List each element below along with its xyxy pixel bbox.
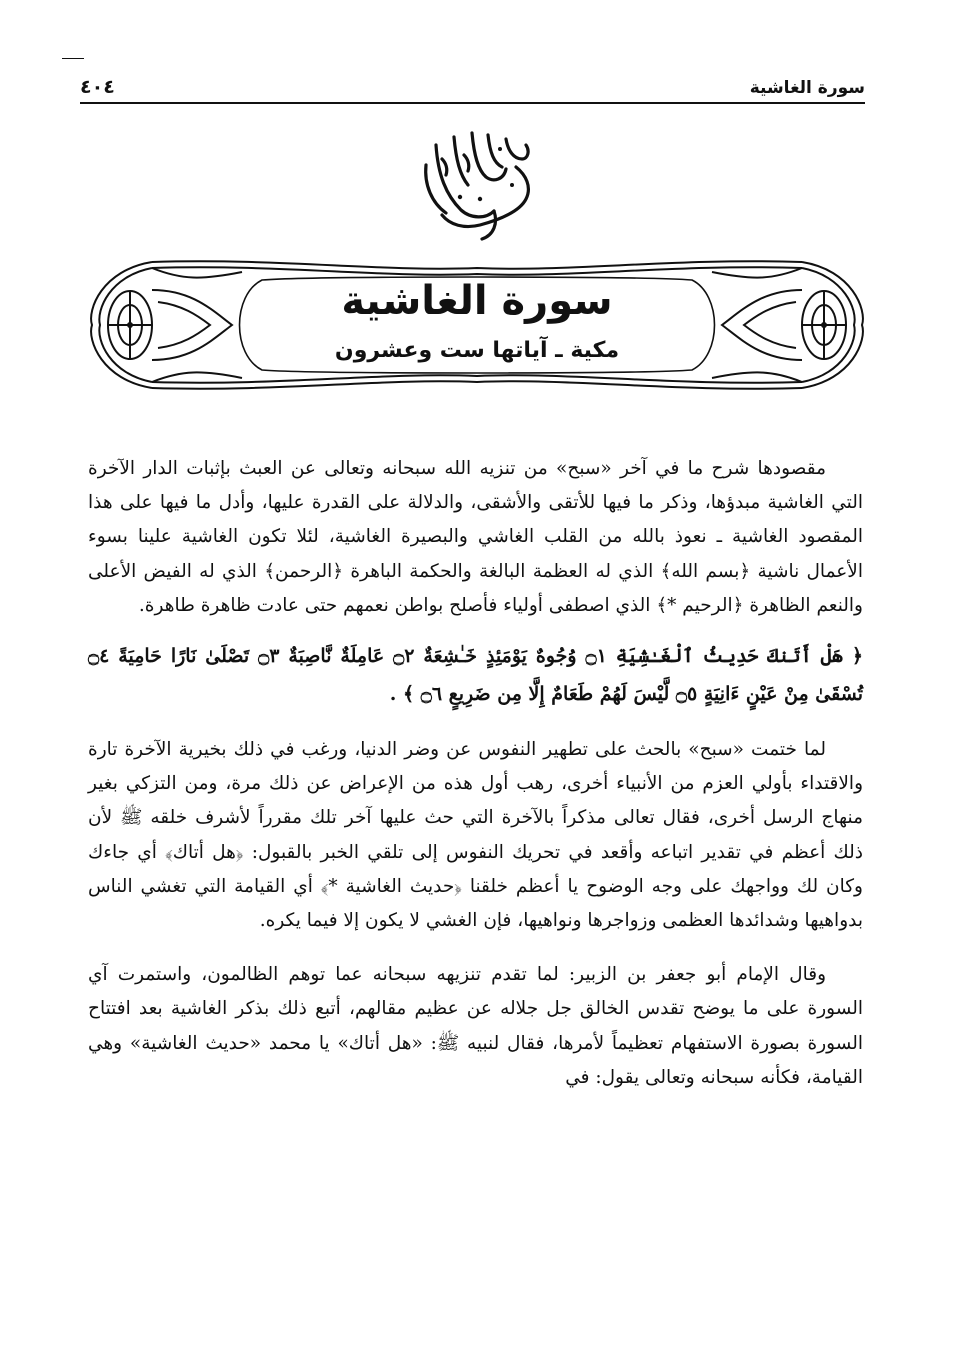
page-number: ٤٠٤ (80, 76, 115, 98)
running-title: سورة الغاشية (749, 78, 865, 98)
surah-banner-text (82, 270, 872, 370)
quran-verses: ﴿ هَلْ أَتَنكَ حَدِيثُ ٱلْغَـٰشِيَةِ ۝١ وُجُوهٌ يَوْمَئِذٍ خَـٰشِعَةٌ ۝٢ عَامِلَةٌ نَّاصِبَةٌ ۝٣ تَصْلَىٰ نَارًا حَامِيَةً ۝٤ تُسْقَىٰ مِنْ عَيْنٍ ءَانِيَةٍ ۝٥ لَّيْسَ لَهُمْ طَعَامٌ إِلَّا مِن ضَرِيعٍ ۝٦ ﴾ . (88, 645, 863, 706)
intro-paragraph: مقصودها شرح ما في آخر «سبح» من تنزيه الله سبحانه وتعالى عن العبث بإثبات الدار الآخرة التي الغاشية مبدؤها، وذكر ما فيها للأتقى والأشقى، والدلالة على القدرة عليها، وأدل ما فيها على هذا المقصود الغاشية ـ نعوذ بالله من القلب الغاشي والبصيرة الغاشية، لئلا تكون الغاشية علينا بسوء الأعمال ناشية ﴿بسم الله﴾ الذي له العظمة البالغة والحكمة الباهرة ﴿الرحمن﴾ الذي له الفيض الأعلى والنعم الظاهرة ﴿الرحيم *﴾ الذي اصطفى أولياء فأصلح بواطن نعمهم حتى عادت ظاهرة طاهرة. (88, 458, 863, 616)
page-header (80, 62, 865, 104)
ibn-zubayr-paragraph: وقال الإمام أبو جعفر بن الزبير: لما تقدم تنزيهه سبحانه عما توهم الظالمون، واستمرت آي السورة على ما يوضح تقدس الخالق جل جلاله عن عظيم مقالهم، أتبع ذلك بذكر الغاشية بعد افتتاح السورة بصورة الاستفهام تعظيماً لأمرها، فقال لنبيه ﷺ: «هل أتاك» يا محمد «حديث الغاشية» وهي القيامة، فكأنه سبحانه وتعالى يقول: في (88, 964, 863, 1088)
page-body (88, 452, 863, 1095)
basmala-calligraphy (376, 115, 576, 245)
surah-name: سورة الغاشية (341, 278, 613, 324)
paragraph-gap (88, 938, 863, 958)
corner-mark (62, 58, 84, 59)
surah-subtitle: مكية ـ آياتها ست وعشرون (334, 338, 620, 363)
commentary-paragraph: لما ختمت «سبح» بالحث على تطهير النفوس عن وضر الدنيا، ورغب في ذلك بخيرية الآخرة تارة والاقتداء بأولي العزم من الأنبياء أخرى، رهب أول هذه من الإعراض عن ذلك مرة، ومن التزكي بغير منهاج الرسل أخرى، فقال تعالى مذكراً بالآخرة التي حث عليها آخر تلك مقرراً لأشرف خلقه ﷺ لأن ذلك أعظم في تقدير اتباعه وأقعد في تحريك النفوس إلى تلقي الخبر بالقبول: ﴿هل أتاك﴾ أي جاءك وكان لك وواجهك على وجه الوضوح يا أعظم خلقنا ﴿حديث الغاشية *﴾ أي القيامة التي تغشي الناس بدواهيها وشدائدها العظمى وزواجرها ونواهيها، فإن الغشي لا يكون إلا فيما يكره. (88, 739, 863, 932)
